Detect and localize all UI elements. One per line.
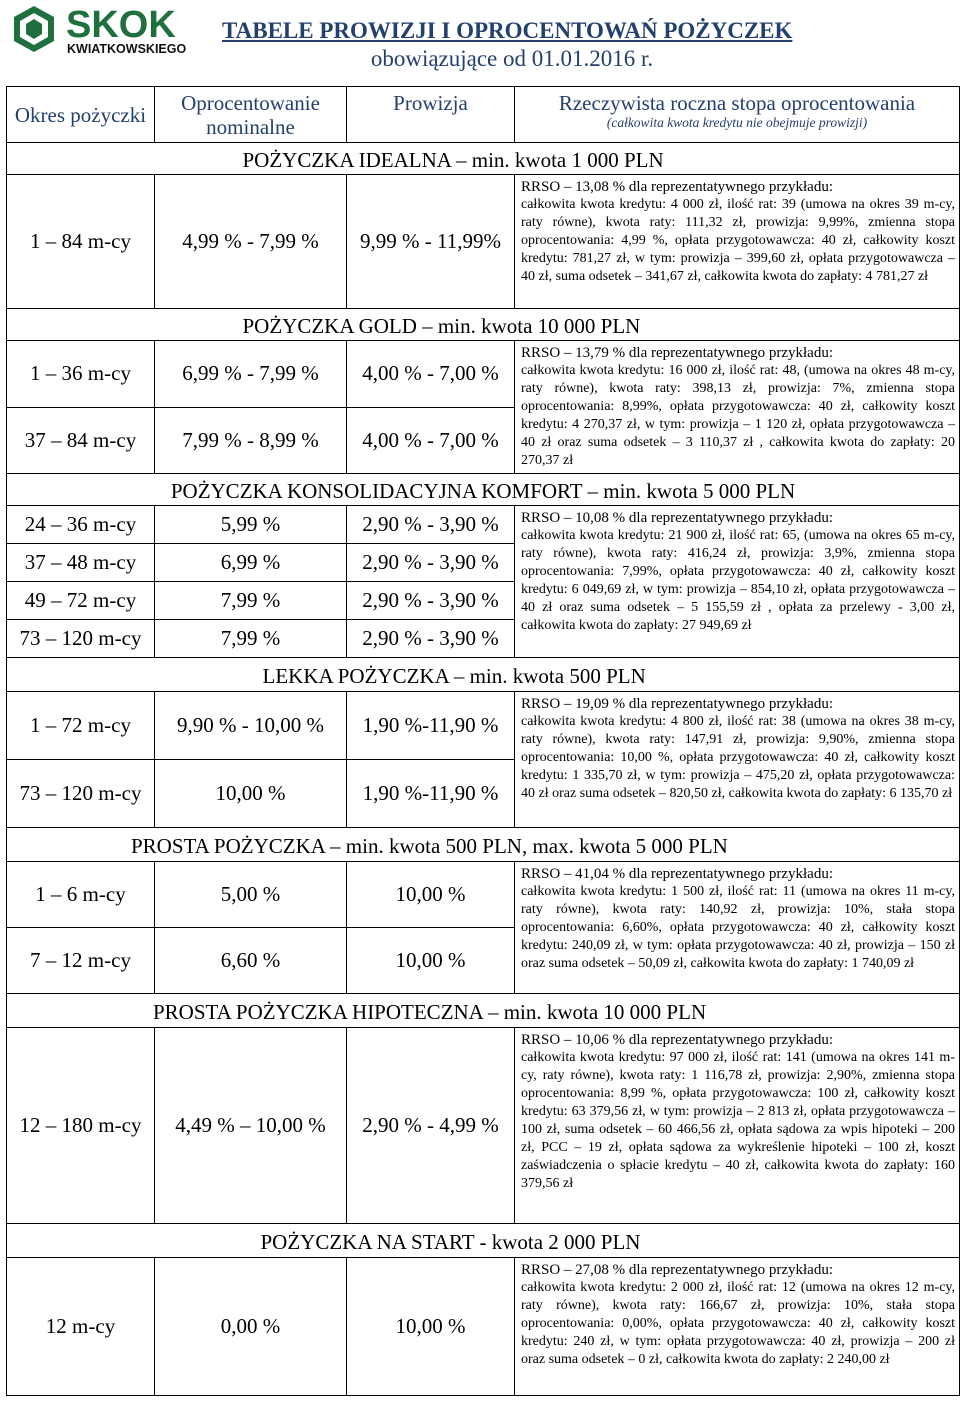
section-title-row bbox=[7, 828, 960, 862]
rate-cell: 6,60 % bbox=[155, 928, 347, 994]
table-row bbox=[7, 862, 960, 928]
section-title: PROSTA POŻYCZKA HIPOTECZNA – min. kwota 10 000 PLN bbox=[153, 999, 707, 1024]
fee-cell: 4,00 % - 7,00 % bbox=[347, 341, 515, 408]
rrso-example: całkowita kwota kredytu: 21 900 zł, ilość rat: 65, (umowa na okres 65 m-cy, raty równe), kwota raty: 416,24 zł, prowizja: 3,9%, zmienna stopa oprocentowania: 7,99%, opłata przygotowawcza: 40 zł, całkowity koszt kredytu: 6 049,69 zł, w tym: prowizja – 854,10 zł, opłata przygotowawcza – 40 zł oraz suma odsetek – 5 155,59 zł , opłata za przelewy - 3,00 zł, całkowita kwota do zapłaty: 27 949,69 zł bbox=[521, 528, 955, 633]
rate-cell: 7,99 % bbox=[155, 582, 347, 620]
rrso-headline: RRSO – 41,04 % dla reprezentatywnego przykładu: bbox=[521, 866, 834, 882]
rrso-cell bbox=[515, 506, 960, 658]
section-title: POŻYCZKA NA START - kwota 2 000 PLN bbox=[260, 1229, 641, 1254]
rrso-example: całkowita kwota kredytu: 4 800 zł, ilość rat: 38 (umowa na okres 38 m-cy, raty równe), kwota raty: 147,91 zł, prowizja: 9,90%, zmienna stopa oprocentowania: 10,00 %, opłata przygotowawcza: 40 zł, całkowity koszt kredytu: 1 335,70 zł, w tym: prowizja – 475,20 zł, opłata przygotowawcza: 40 zł oraz suma odsetek – 820,50 zł, całkowita kwota do zapłaty: 6 135,70 zł bbox=[521, 714, 955, 801]
rrso-example: całkowita kwota kredytu: 1 500 zł, ilość rat: 11 (umowa na okres 11 m-cy, raty równe), kwota raty: 140,92 zł, prowizja: 10%, stała stopa oprocentowania: 6,60%, opłata przygotowawcza: 40 zł, całkowity koszt kredytu: 240,09 zł, w tym: opłata przygotowawcza: 40 zł, prowizja – 150 zł oraz suma odsetek – 50,09 zł, całkowita kwota do zapłaty: 1 740,09 zł bbox=[521, 884, 955, 971]
fee-cell: 1,90 %-11,90 % bbox=[347, 760, 515, 828]
rate-cell: 6,99 % bbox=[155, 544, 347, 582]
section-title: POŻYCZKA GOLD – min. kwota 10 000 PLN bbox=[242, 313, 641, 338]
document-title: TABELE PROWIZJI I OPROCENTOWAŃ POŻYCZEK bbox=[222, 18, 793, 43]
fee-cell: 2,90 % - 3,90 % bbox=[347, 506, 515, 544]
rrso-headline: RRSO – 10,08 % dla reprezentatywnego przykładu: bbox=[521, 510, 834, 526]
period-cell: 1 – 36 m-cy bbox=[7, 341, 155, 408]
table-row bbox=[7, 692, 960, 760]
section-title-row bbox=[7, 143, 960, 175]
table-row bbox=[7, 175, 960, 309]
col-header-rrso bbox=[515, 87, 960, 143]
fee-cell: 10,00 % bbox=[347, 1258, 515, 1396]
rrso-cell bbox=[515, 175, 960, 309]
rrso-headline: RRSO – 13,08 % dla reprezentatywnego przykładu: bbox=[521, 179, 834, 195]
rate-cell: 7,99 % - 8,99 % bbox=[155, 407, 347, 474]
section-title-row bbox=[7, 994, 960, 1028]
period-cell: 73 – 120 m-cy bbox=[7, 620, 155, 658]
rrso-cell bbox=[515, 1258, 960, 1396]
rrso-example: całkowita kwota kredytu: 2 000 zł, ilość rat: 12 (umowa na okres 12 m-cy, raty równe), kwota raty: 166,67 zł, prowizja: 10%, stała stopa oprocentowania: 0,00%, opłata przygotowawcza: 40 zł, całkowity koszt kredytu: 240 zł, w tym: opłata przygotowawcza: 40 zł, prowizja – 200 zł oraz suma odsetek – 0 zł, całkowita kwota do zapłaty: 2 240,00 zł bbox=[521, 1280, 955, 1367]
fee-cell: 4,00 % - 7,00 % bbox=[347, 407, 515, 474]
period-cell: 1 – 84 m-cy bbox=[7, 175, 155, 309]
rate-cell: 10,00 % bbox=[155, 760, 347, 828]
rrso-cell bbox=[515, 862, 960, 994]
period-cell: 49 – 72 m-cy bbox=[7, 582, 155, 620]
rate-cell: 5,99 % bbox=[155, 506, 347, 544]
logo-subtext: KWIATKOWSKIEGO bbox=[67, 42, 187, 56]
col-header-fee: Prowizja bbox=[347, 87, 515, 143]
rrso-headline: RRSO – 10,06 % dla reprezentatywnego przykładu: bbox=[521, 1032, 834, 1048]
section-title-row bbox=[7, 474, 960, 506]
rrso-headline: RRSO – 27,08 % dla reprezentatywnego przykładu: bbox=[521, 1262, 834, 1278]
document-subtitle: obowiązujące od 01.01.2016 r. bbox=[370, 46, 654, 71]
fee-cell: 2,90 % - 3,90 % bbox=[347, 582, 515, 620]
rate-cell: 4,99 % - 7,99 % bbox=[155, 175, 347, 309]
rrso-cell bbox=[515, 1028, 960, 1224]
table-row bbox=[7, 1258, 960, 1396]
rrso-headline: RRSO – 19,09 % dla reprezentatywnego przykładu: bbox=[521, 696, 834, 712]
rate-cell: 6,99 % - 7,99 % bbox=[155, 341, 347, 408]
section-title: LEKKA POŻYCZKA – min. kwota 500 PLN bbox=[262, 663, 646, 688]
rate-cell: 4,49 % – 10,00 % bbox=[155, 1028, 347, 1224]
rrso-header-label: Rzeczywista roczna stopa oprocentowania bbox=[558, 91, 916, 115]
section-title-row bbox=[7, 309, 960, 341]
fee-cell: 1,90 %-11,90 % bbox=[347, 692, 515, 760]
logo-emblem-icon bbox=[14, 6, 54, 52]
period-cell: 1 – 6 m-cy bbox=[7, 862, 155, 928]
rrso-cell bbox=[515, 341, 960, 474]
rate-cell: 7,99 % bbox=[155, 620, 347, 658]
period-cell: 12 – 180 m-cy bbox=[7, 1028, 155, 1224]
rates-table bbox=[6, 86, 960, 1396]
fee-cell: 2,90 % - 3,90 % bbox=[347, 620, 515, 658]
period-cell: 1 – 72 m-cy bbox=[7, 692, 155, 760]
period-cell: 73 – 120 m-cy bbox=[7, 760, 155, 828]
skok-logo bbox=[6, 4, 211, 58]
rrso-example: całkowita kwota kredytu: 97 000 zł, ilość rat: 141 (umowa na okres 141 m-cy, raty równe), kwota raty: 1 116,78 zł, prowizja: 2,90%, zmienna stopa oprocentowania: 8,99 %, opłata przygotowawcza: 100 zł, całkowity koszt kredytu: 63 379,56 zł, w tym: prowizja – 2 813 zł, opłata przygotowawcza – 100 zł, suma odsetek – 60 466,56 zł, opłata sądowa za wpis hipoteki – 200 zł, PCC – 19 zł, opłata sądowa za wykreślenie hipoteki – 100 zł, koszt zaświadczenia o spłacie kredytu – 40 zł, całkowita kwota do zapłaty: 160 379,56 zł bbox=[521, 1050, 955, 1191]
period-cell: 7 – 12 m-cy bbox=[7, 928, 155, 994]
fee-cell: 2,90 % - 3,90 % bbox=[347, 544, 515, 582]
period-cell: 24 – 36 m-cy bbox=[7, 506, 155, 544]
fee-cell: 9,99 % - 11,99% bbox=[347, 175, 515, 309]
fee-cell: 10,00 % bbox=[347, 862, 515, 928]
table-row bbox=[7, 1028, 960, 1224]
rate-cell: 0,00 % bbox=[155, 1258, 347, 1396]
table-header-row bbox=[7, 87, 960, 143]
period-cell: 37 – 84 m-cy bbox=[7, 407, 155, 474]
fee-cell: 10,00 % bbox=[347, 928, 515, 994]
section-title: PROSTA POŻYCZKA – min. kwota 500 PLN, max. kwota 5 000 PLN bbox=[131, 833, 728, 858]
section-title: POŻYCZKA KONSOLIDACYJNA KOMFORT – min. kwota 5 000 PLN bbox=[170, 478, 796, 503]
section-title: POŻYCZKA IDEALNA – min. kwota 1 000 PLN bbox=[242, 147, 664, 172]
col-header-rate: Oprocentowanie nominalne bbox=[155, 87, 347, 143]
rrso-header-note: (całkowita kwota kredytu nie obejmuje prowizji) bbox=[606, 115, 868, 130]
section-title-row bbox=[7, 1224, 960, 1258]
rate-cell: 9,90 % - 10,00 % bbox=[155, 692, 347, 760]
table-row bbox=[7, 506, 960, 544]
fee-cell: 2,90 % - 4,99 % bbox=[347, 1028, 515, 1224]
rrso-cell bbox=[515, 692, 960, 828]
table-row bbox=[7, 341, 960, 408]
rrso-example: całkowita kwota kredytu: 4 000 zł, ilość rat: 39 (umowa na okres 39 m-cy, raty równe), kwota raty: 111,32 zł, prowizja: 9,99%, zmienna stopa oprocentowania: 4,99 %, opłata przygotowawcza: 40 zł, całkowity koszt kredytu: 781,27 zł, w tym: prowizja – 399,60 zł, opłata przygotowawcza – 40 zł, suma odsetek – 341,67 zł, całkowita kwota do zapłaty: 4 781,27 zł bbox=[521, 197, 955, 284]
period-cell: 12 m-cy bbox=[7, 1258, 155, 1396]
period-cell: 37 – 48 m-cy bbox=[7, 544, 155, 582]
logo-wordmark: SKOK bbox=[66, 4, 176, 46]
rrso-headline: RRSO – 13,79 % dla reprezentatywnego przykładu: bbox=[521, 345, 834, 361]
rrso-example: całkowita kwota kredytu: 16 000 zł, ilość rat: 48, (umowa na okres 48 m-cy, raty równe), kwota raty: 398,13 zł, prowizja: 7%, zmienna stopa oprocentowania: 8,99%, opłata przygotowawcza: 40 zł, całkowity koszt kredytu: 4 270,37 zł, w tym: prowizja – 1 120 zł, opłata przygotowawcza – 40 zł oraz suma odsetek – 3 110,37 zł , całkowita kwota do zapłaty: 20 270,37 zł bbox=[521, 363, 955, 468]
rate-cell: 5,00 % bbox=[155, 862, 347, 928]
section-title-row bbox=[7, 658, 960, 692]
col-header-period: Okres pożyczki bbox=[7, 87, 155, 143]
